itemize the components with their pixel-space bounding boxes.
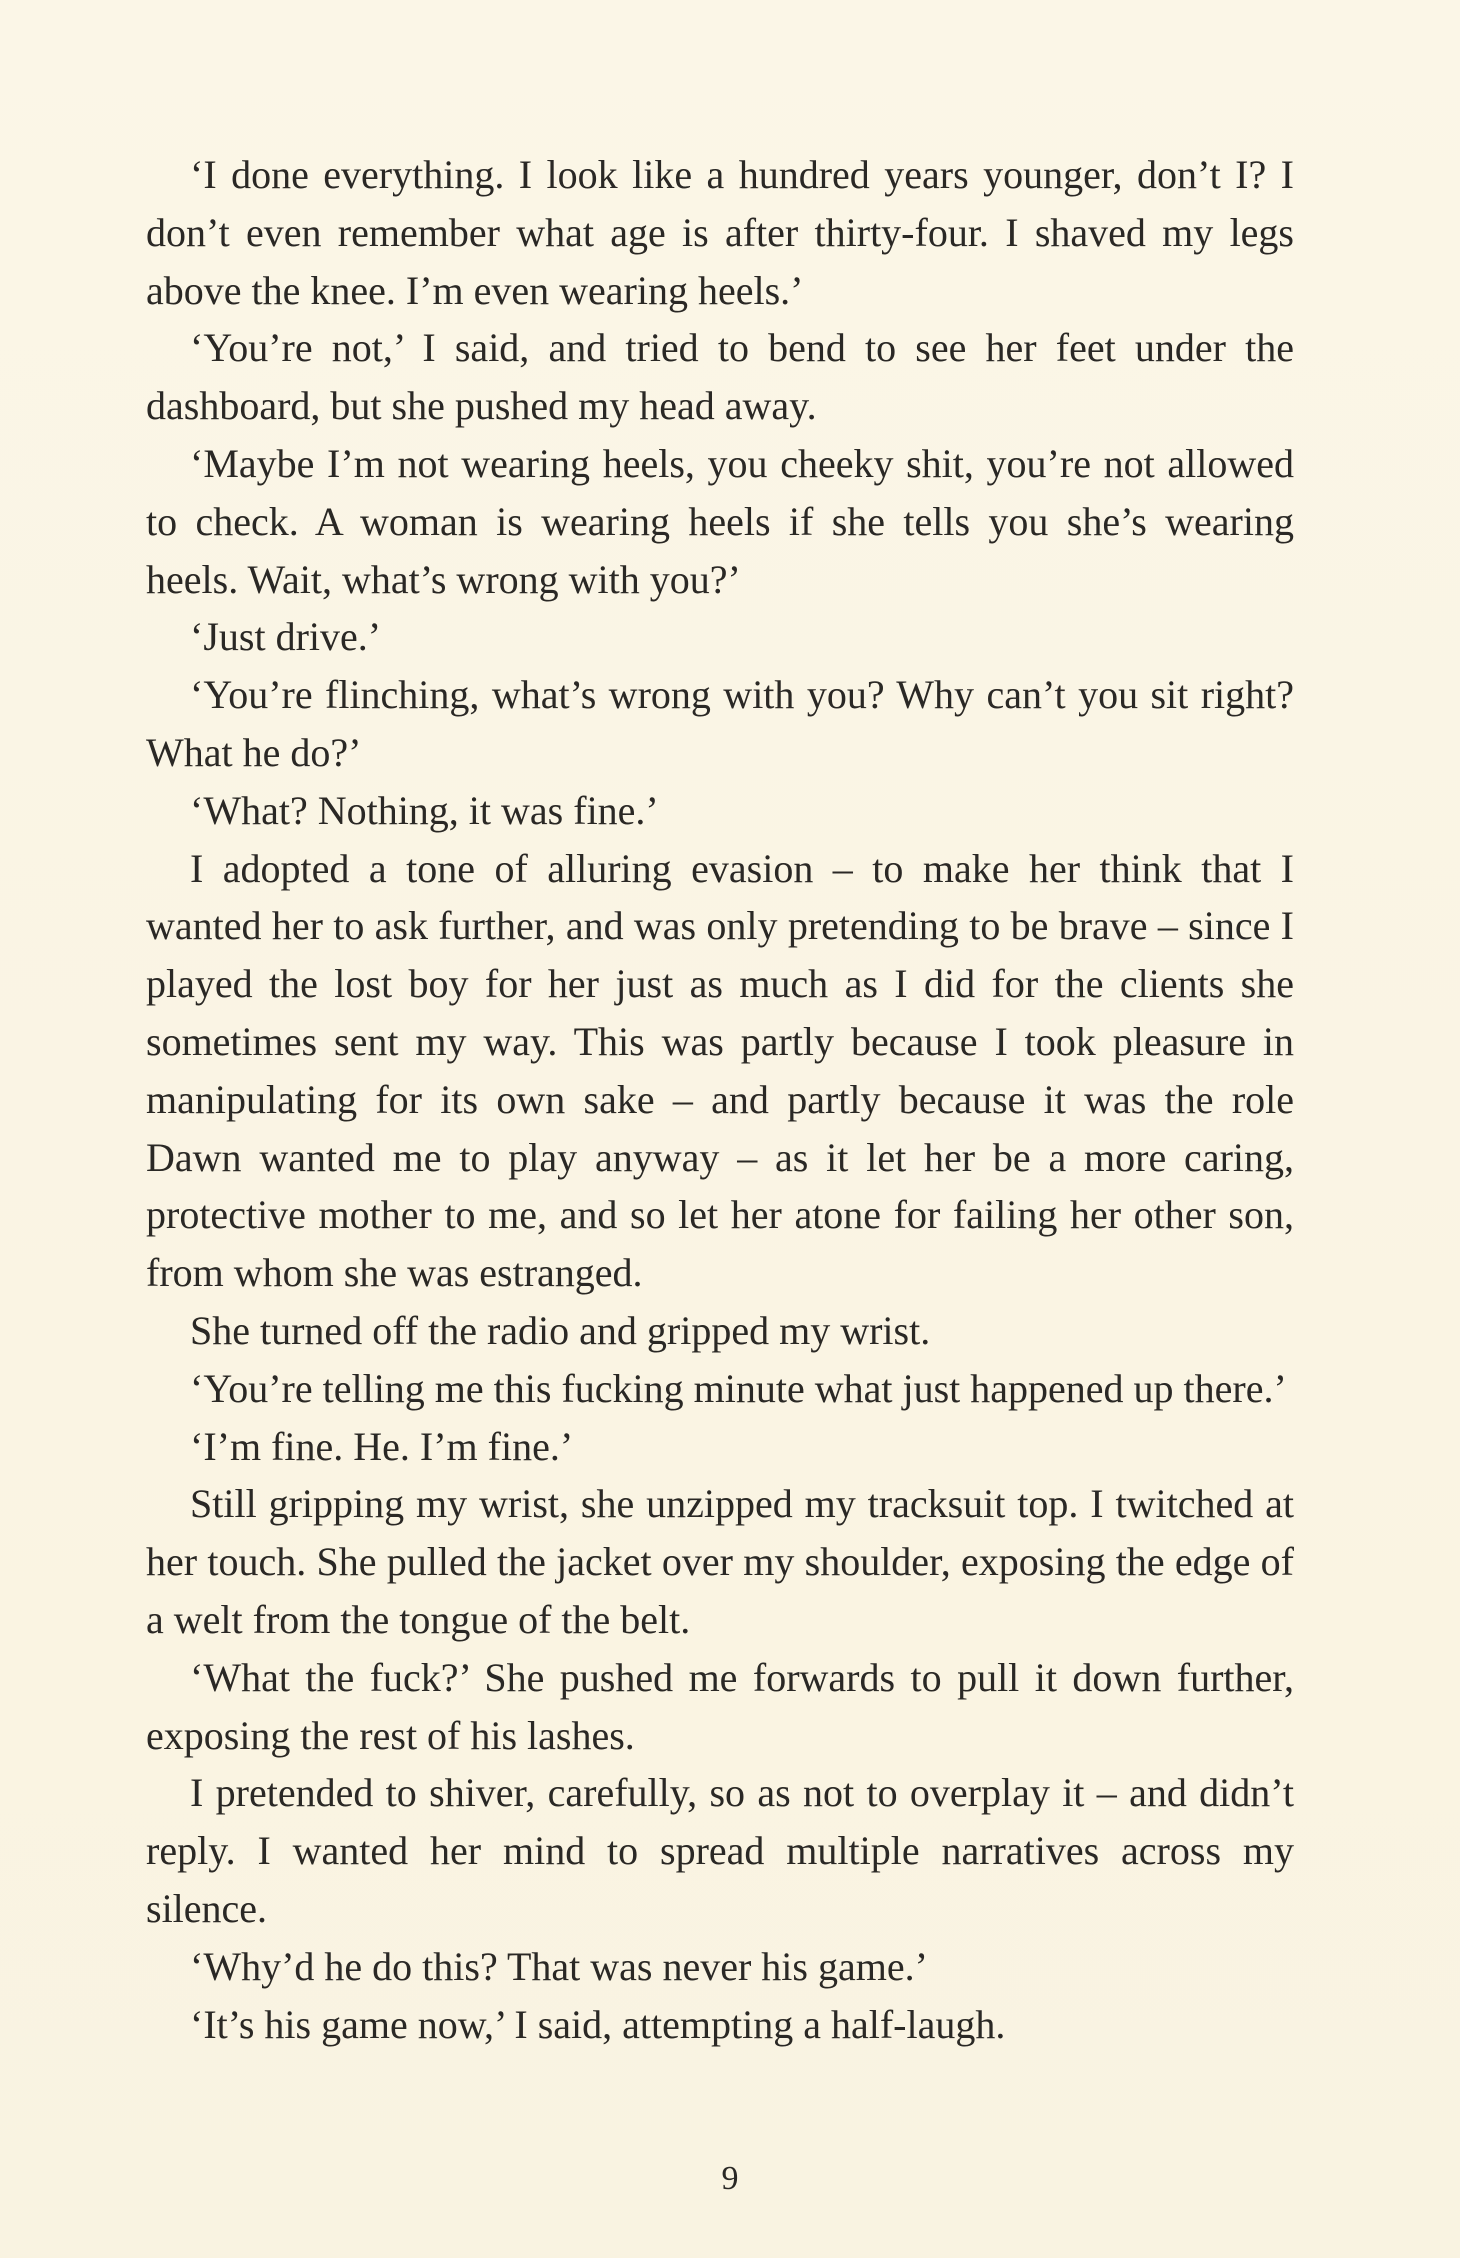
paragraph: ‘You’re not,’ I said, and tried to bend to see her feet under the dashboard, but she pushed my head away. (146, 325, 1294, 429)
paragraph: ‘Maybe I’m not wearing heels, you cheeky shit, you’re not allowed to check. A woman is wearing heels if she tells you she’s wearing heels. Wait, what’s wrong with you?’ (146, 440, 1294, 602)
body-text (146, 146, 1294, 2053)
paragraph: ‘What the fuck?’ She pushed me forwards to pull it down further, exposing the rest of his lashes. (146, 1654, 1294, 1758)
paragraph: I pretended to shiver, carefully, so as not to overplay it – and didn’t reply. I wanted her mind to spread multiple narratives across my silence. (146, 1770, 1294, 1931)
paragraph: ‘You’re flinching, what’s wrong with you? Why can’t you sit right? What he do?’ (146, 672, 1294, 775)
paragraph: Still gripping my wrist, she unzipped my tracksuit top. I twitched at her touch. She pulled the jacket over my shoulder, exposing the edge of a welt from the tongue of the belt. (146, 1481, 1294, 1642)
paragraph: She turned off the radio and gripped my wrist. (190, 1307, 931, 1353)
paragraph: ‘I’m fine. He. I’m fine.’ (190, 1423, 574, 1469)
paragraph: I adopted a tone of alluring evasion – to make her think that I wanted her to ask further, and was only pretending to be brave – since I played the lost boy for her just as much as I did for the clients she sometimes sent my way. This was partly because I took pleasure in manipulating for its own sake – and partly because it was the role Dawn wanted me to play anyway – as it let her be a more caring, protective mother to me, and so let her atone for failing her other son, from whom she was estranged. (146, 845, 1294, 1296)
paragraph: ‘I done everything. I look like a hundred years younger, don’t I? I don’t even remember what age is after thirty-four. I shaved my legs above the knee. I’m even wearing heels.’ (146, 152, 1294, 313)
paragraph: ‘Why’d he do this? That was never his game.’ (190, 1943, 928, 1989)
paragraph: ‘It’s his game now,’ I said, attempting a half-laugh. (190, 2001, 1006, 2047)
paragraph: ‘Just drive.’ (190, 614, 382, 660)
paragraph: ‘You’re telling me this fucking minute what just happened up there.’ (190, 1365, 1287, 1411)
page-number: 9 (721, 2160, 739, 2197)
paragraph: ‘What? Nothing, it was fine.’ (190, 787, 659, 833)
